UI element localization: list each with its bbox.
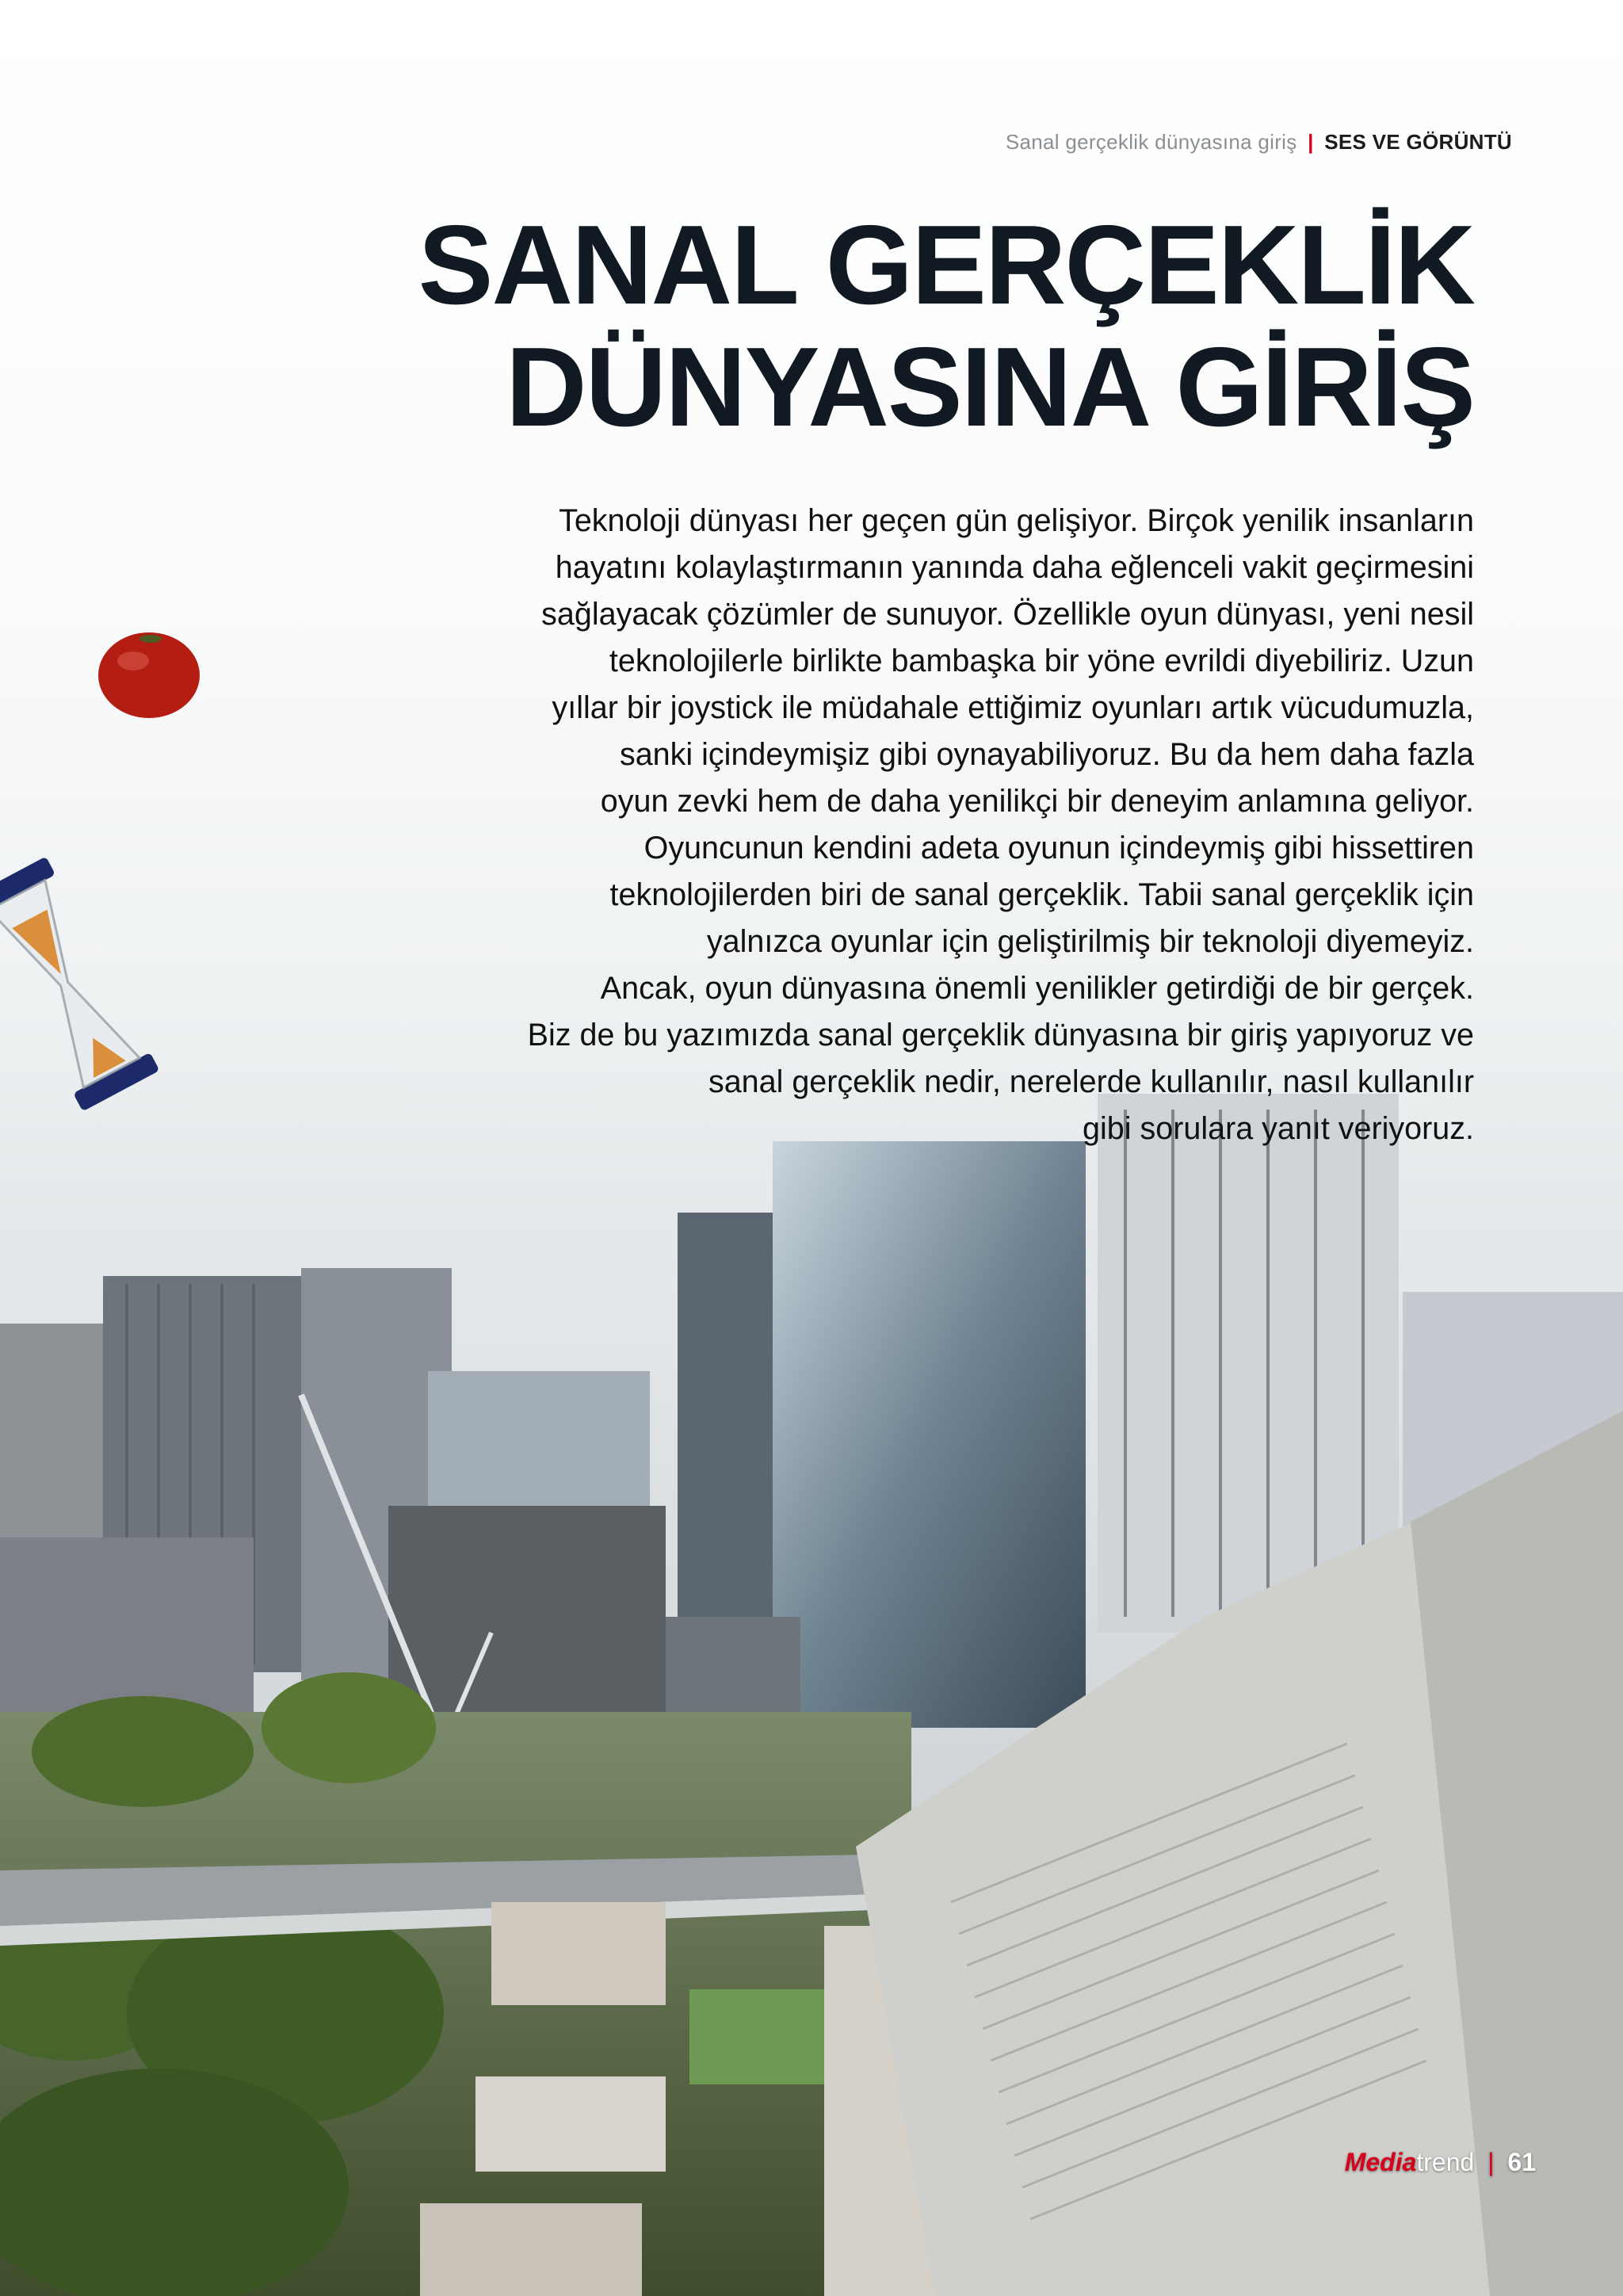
footer-brand-suffix: trend: [1416, 2148, 1475, 2176]
intro-line: teknolojilerden biri de sanal gerçeklik. Tabii sanal gerçeklik için: [609, 877, 1474, 912]
intro-line: hayatını kolaylaştırmanın yanında daha eğlenceli vakit geçirmesini: [555, 550, 1474, 585]
intro-line: oyun zevki hem de daha yenilikçi bir deneyim anlamına geliyor.: [600, 784, 1474, 819]
page-number: 61: [1507, 2148, 1536, 2176]
running-head: [1006, 130, 1512, 155]
title-line-1: SANAL GERÇEKLİK: [418, 202, 1474, 328]
intro-line: Teknoloji dünyası her geçen gün gelişiyor. Birçok yenilik insanların: [559, 503, 1474, 538]
footer-brand-logo: Media: [1344, 2148, 1417, 2176]
running-head-section: SES VE GÖRÜNTÜ: [1324, 130, 1512, 154]
intro-line: yalnızca oyunlar için geliştirilmiş bir teknoloji diyemeyiz.: [706, 924, 1474, 959]
intro-line: Oyuncunun kendini adeta oyunun içindeymiş gibi hissettiren: [643, 831, 1474, 865]
intro-line: sanki içindeymişiz gibi oynayabiliyoruz. Bu da hem daha fazla: [619, 737, 1474, 772]
title-line-2: DÜNYASINA GİRİŞ: [506, 324, 1474, 450]
intro-line: yıllar bir joystick ile müdahale ettiğimiz oyunları artık vücudumuzla,: [552, 690, 1474, 725]
intro-line: sağlayacak çözümler de sunuyor. Özellikle oyun dünyası, yeni nesil: [541, 597, 1474, 632]
intro-line: Biz de bu yazımızda sanal gerçeklik dünyasına bir giriş yapıyoruz ve: [527, 1018, 1474, 1052]
footer-separator: |: [1487, 2148, 1495, 2176]
intro-line: Ancak, oyun dünyasına önemli yenilikler getirdiği de bir gerçek.: [600, 971, 1474, 1006]
intro-line: teknolojilerle birlikte bambaşka bir yöne evrildi diyebiliriz. Uzun: [609, 644, 1474, 678]
running-head-article: Sanal gerçeklik dünyasına giriş: [1005, 130, 1297, 154]
city-skyline-image: [0, 1094, 1623, 2296]
running-head-separator: |: [1308, 130, 1314, 154]
intro-line: gibi sorulara yanıt veriyoruz.: [1083, 1111, 1474, 1146]
intro-paragraph: [79, 498, 1474, 1152]
page-title: [418, 204, 1474, 449]
intro-line: sanal gerçeklik nedir, nerelerde kullanılır, nasıl kullanılır: [708, 1064, 1474, 1099]
page-footer: [1345, 2148, 1536, 2177]
